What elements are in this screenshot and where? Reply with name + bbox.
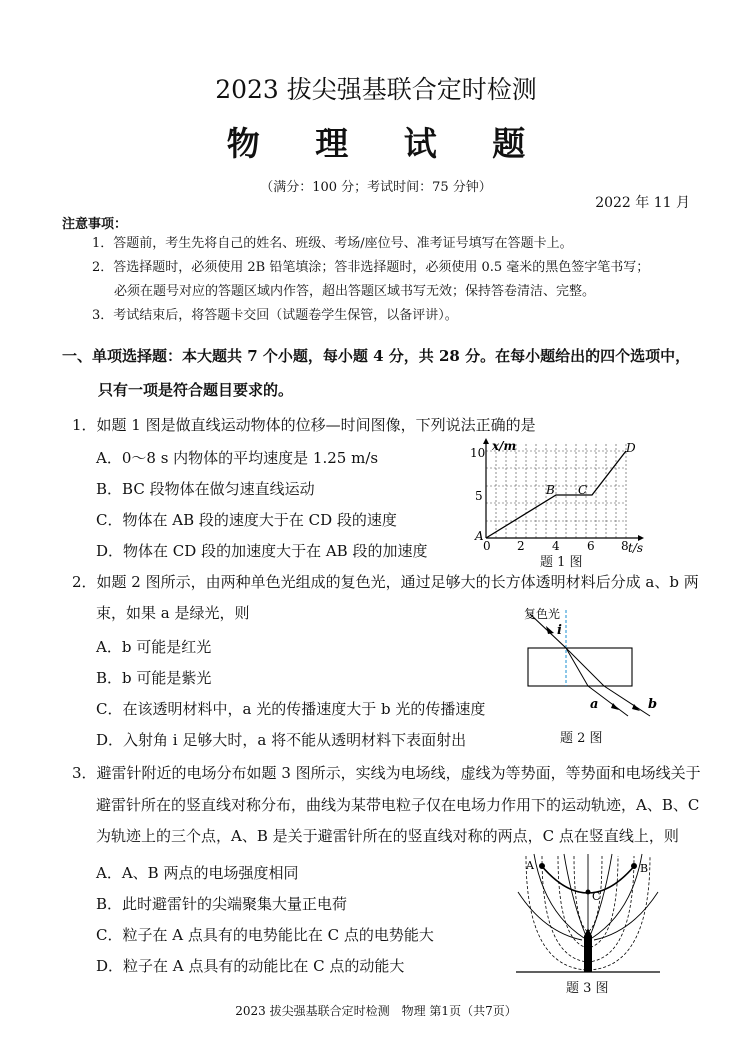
q3-option-a: A．A、B 两点的电场强度相同 [96, 864, 299, 882]
fig3-point-label: A [526, 859, 534, 872]
fig1-point-label: C [578, 483, 588, 497]
q1-option-d: D．物体在 CD 段的加速度大于在 AB 段的加速度 [96, 542, 428, 560]
fig1-ylabel: x/m [492, 439, 517, 453]
q2-option-b: B．b 可能是紫光 [96, 669, 212, 687]
page-footer: 2023 拔尖强基联合定时检测 物理 第1页（共7页） [235, 1004, 517, 1018]
q1-option-c: C．物体在 AB 段的速度大于在 CD 段的速度 [96, 511, 397, 529]
note-item: 3．考试结束后，将答题卡交回（试题卷学生保管，以备评讲）。 [92, 308, 458, 323]
fig1-point-label: B [546, 483, 555, 497]
section-heading-cont: 只有一项是符合题目要求的。 [98, 381, 294, 399]
fig1-ytick: 10 [470, 446, 486, 460]
fig3-point-label: C [592, 890, 601, 903]
fig1-ytick: 5 [475, 489, 483, 503]
fig1-xtick: 4 [552, 539, 560, 553]
q1-option-b: B．BC 段物体在做匀速直线运动 [96, 480, 315, 498]
fig2-incident-label: 复色光 [524, 607, 561, 621]
figure-2-caption: 题 2 图 [560, 731, 603, 746]
fig2-beam-b-label: b [648, 697, 658, 712]
question-2-stem: 2．如题 2 图所示，由两种单色光组成的复色光，通过足够大的长方体透明材料后分成 a、b 两 [72, 573, 699, 591]
question-2-stem-cont: 束，如果 a 是绿光，则 [96, 604, 250, 622]
fig2-angle-label: i [557, 623, 562, 638]
fig3-point-label: B [640, 862, 649, 875]
question-3-stem: 3．避雷针附近的电场分布如题 3 图所示，实线为电场线，虚线为等势面，等势面和电场线关于 [72, 764, 701, 782]
fig1-point-label: D [626, 441, 636, 455]
question-3-stem-cont: 为轨迹上的三个点，A、B 是关于避雷针所在的竖直线对称的两点，C 点在竖直线上，则 [96, 827, 679, 845]
fig1-xlabel: t/s [628, 541, 644, 555]
figure-3-lightning-rod-field [514, 852, 664, 976]
fig1-point-label: A [475, 529, 484, 543]
figure-2-refraction [510, 604, 680, 724]
fig1-xtick: 2 [517, 539, 525, 553]
q3-option-d: D．粒子在 A 点具有的动能比在 C 点的动能大 [96, 957, 405, 975]
fig1-xtick: 0 [483, 539, 491, 553]
fig2-beam-a-label: a [590, 697, 599, 712]
note-item: 必须在题号对应的答题区域内作答，超出答题区域书写无效；保持答卷清洁、完整。 [114, 284, 596, 299]
note-item: 1．答题前，考生先将自己的姓名、班级、考场/座位号、准考证号填写在答题卡上。 [92, 236, 573, 251]
note-item: 2．答选择题时，必须使用 2B 铅笔填涂；答非选择题时，必须使用 0.5 毫米的黑色签字笔书写； [92, 260, 650, 275]
notes-title: 注意事项： [62, 217, 128, 232]
q1-option-a: A．0～8 s 内物体的平均速度是 1.25 m/s [96, 449, 379, 467]
fig1-xtick: 6 [587, 539, 595, 553]
fig1-xtick: 8 [621, 539, 629, 553]
section-heading: 一、单项选择题：本大题共 7 个小题，每小题 4 分，共 28 分。在每小题给出的四个选项中， [62, 347, 691, 365]
figure-1-xt-graph [470, 438, 660, 568]
subject-title: 物 理 试 题 [226, 124, 548, 163]
exam-title: 2023 拔尖强基联合定时检测 [215, 75, 537, 104]
q2-option-c: C．在该透明材料中，a 光的传播速度大于 b 光的传播速度 [96, 700, 486, 718]
q2-option-a: A．b 可能是红光 [96, 638, 212, 656]
figure-3-caption: 题 3 图 [566, 981, 609, 996]
figure-1-caption: 题 1 图 [540, 555, 583, 570]
question-3-stem-cont: 避雷针所在的竖直线对称分布，曲线为某带电粒子仅在电场力作用下的运动轨迹，A、B、C [96, 796, 700, 814]
q3-option-b: B．此时避雷针的尖端聚集大量正电荷 [96, 895, 348, 913]
q2-option-d: D．入射角 i 足够大时，a 将不能从透明材料下表面射出 [96, 731, 467, 749]
exam-info: （满分：100 分；考试时间：75 分钟） [260, 180, 492, 195]
q3-option-c: C．粒子在 A 点具有的电势能比在 C 点的电势能大 [96, 926, 434, 944]
question-1-stem: 1．如题 1 图是做直线运动物体的位移—时间图像，下列说法正确的是 [72, 416, 536, 434]
exam-date: 2022 年 11 月 [595, 195, 690, 211]
